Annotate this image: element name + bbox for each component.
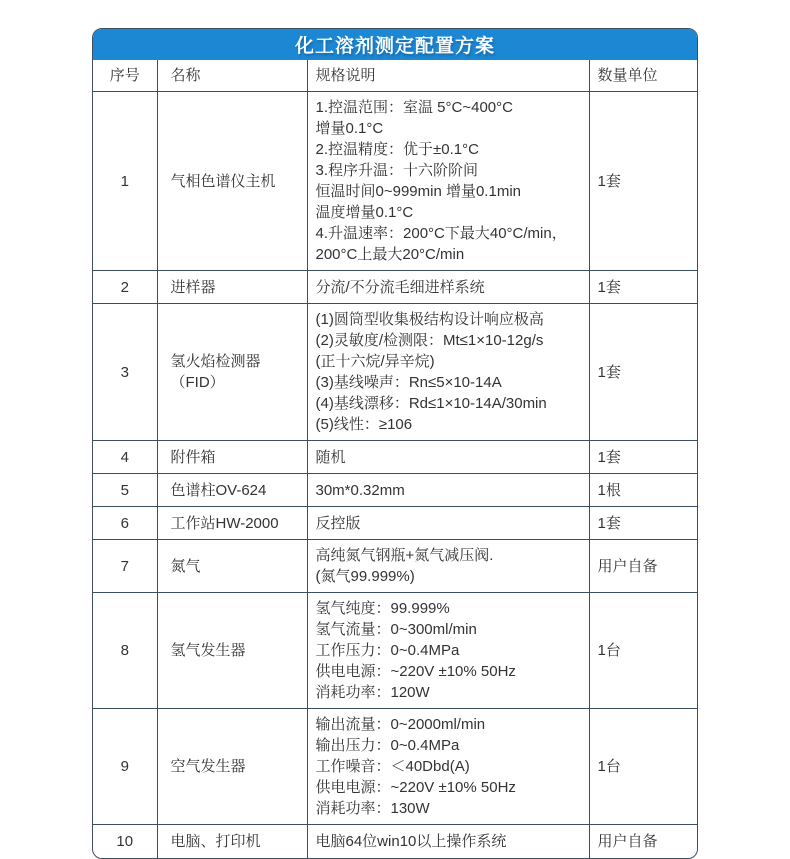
spec-line: 工作噪音：＜40Dbd(A) xyxy=(315,758,470,775)
cell-spec xyxy=(307,709,589,825)
table-title-bar xyxy=(93,29,697,60)
cell-name: 电脑、打印机 xyxy=(157,825,307,858)
spec-line: (2)灵敏度/检测限：Mt≤1×10-12g/s xyxy=(315,332,544,349)
cell-name: 进样器 xyxy=(157,271,307,304)
spec-line: (3)基线噪声：Rn≤5×10-14A xyxy=(315,374,502,391)
spec-line: 电脑64位win10以上操作系统 xyxy=(315,832,507,850)
spec-line: 1.控温范围：室温 5°C~400°C xyxy=(315,99,513,116)
spec-line: 供电电源：~220V ±10% 50Hz xyxy=(315,663,516,680)
table-row xyxy=(93,709,698,825)
cell-spec xyxy=(307,304,589,441)
spec-line: 消耗功率：120W xyxy=(315,684,430,701)
cell-no: 4 xyxy=(93,441,157,474)
spec-line: (5)线性：≥106 xyxy=(315,416,413,433)
cell-spec xyxy=(307,593,589,709)
cell-no: 9 xyxy=(93,709,157,825)
table-row xyxy=(93,825,698,858)
cell-no: 2 xyxy=(93,271,157,304)
table-row xyxy=(93,271,698,304)
cell-name: 气相色谱仪主机 xyxy=(157,92,307,271)
spec-line: 200°C上最大20°C/min xyxy=(315,246,465,263)
cell-no: 7 xyxy=(93,540,157,593)
cell-name: 附件箱 xyxy=(157,441,307,474)
spec-line: 消耗功率：130W xyxy=(315,800,430,817)
cell-qty: 1台 xyxy=(589,593,698,709)
cell-name: 工作站HW-2000 xyxy=(157,507,307,540)
spec-line: (1)圆筒型收集极结构设计响应极高 xyxy=(315,311,544,328)
cell-spec xyxy=(307,474,589,507)
cell-no: 8 xyxy=(93,593,157,709)
cell-spec xyxy=(307,540,589,593)
table-row xyxy=(93,593,698,709)
cell-no: 6 xyxy=(93,507,157,540)
table-row xyxy=(93,474,698,507)
cell-name: 氮气 xyxy=(157,540,307,593)
cell-qty: 用户自备 xyxy=(589,540,698,593)
table-row xyxy=(93,507,698,540)
spec-line: 反控版 xyxy=(315,514,361,532)
cell-qty: 用户自备 xyxy=(589,825,698,858)
spec-line: 工作压力：0~0.4MPa xyxy=(315,642,460,659)
spec-line: (氮气99.999%) xyxy=(315,568,415,585)
cell-qty: 1套 xyxy=(589,507,698,540)
table-body xyxy=(93,92,698,858)
spec-line: 增量0.1°C xyxy=(315,120,384,137)
cell-qty: 1台 xyxy=(589,709,698,825)
spec-line: (正十六烷/异辛烷) xyxy=(315,353,435,370)
spec-line: 随机 xyxy=(315,448,346,466)
col-header-no: 序号 xyxy=(93,60,157,92)
cell-name: 氢火焰检测器（FID） xyxy=(157,304,307,441)
table-row xyxy=(93,441,698,474)
cell-spec xyxy=(307,507,589,540)
cell-spec xyxy=(307,92,589,271)
cell-qty: 1套 xyxy=(589,92,698,271)
cell-no: 5 xyxy=(93,474,157,507)
cell-name: 氢气发生器 xyxy=(157,593,307,709)
cell-qty: 1套 xyxy=(589,271,698,304)
table-row xyxy=(93,304,698,441)
cell-spec xyxy=(307,271,589,304)
spec-line: 输出流量：0~2000ml/min xyxy=(315,716,486,733)
config-table-card xyxy=(92,28,698,859)
cell-qty: 1套 xyxy=(589,304,698,441)
cell-name: 色谱柱OV-624 xyxy=(157,474,307,507)
spec-line: 分流/不分流毛细进样系统 xyxy=(315,278,485,296)
spec-line: 氢气流量：0~300ml/min xyxy=(315,621,477,638)
spec-line: 高纯氮气钢瓶+氮气减压阀. xyxy=(315,547,494,564)
cell-no: 1 xyxy=(93,92,157,271)
spec-line: 输出压力：0~0.4MPa xyxy=(315,737,460,754)
table-row xyxy=(93,92,698,271)
spec-line: 2.控温精度：优于±0.1°C xyxy=(315,141,479,158)
table-header-row xyxy=(93,60,698,92)
spec-line: 氢气纯度：99.999% xyxy=(315,600,450,617)
spec-line: (4)基线漂移：Rd≤1×10-14A/30min xyxy=(315,395,547,412)
cell-qty: 1根 xyxy=(589,474,698,507)
cell-spec xyxy=(307,441,589,474)
cell-spec xyxy=(307,825,589,858)
col-header-name: 名称 xyxy=(157,60,307,92)
config-table xyxy=(93,60,698,858)
page-title: 化工溶剂测定配置方案 xyxy=(294,36,495,57)
table-row xyxy=(93,540,698,593)
col-header-spec: 规格说明 xyxy=(307,60,589,92)
cell-no: 10 xyxy=(93,825,157,858)
spec-line: 30m*0.32mm xyxy=(315,481,405,499)
spec-line: 4.升温速率：200°C下最大40°C/min， xyxy=(315,225,567,242)
spec-line: 恒温时间0~999min 增量0.1min xyxy=(315,183,521,200)
spec-line: 3.程序升温：十六阶阶间 xyxy=(315,162,479,179)
col-header-qty: 数量单位 xyxy=(589,60,698,92)
cell-name: 空气发生器 xyxy=(157,709,307,825)
cell-no: 3 xyxy=(93,304,157,441)
spec-line: 供电电源：~220V ±10% 50Hz xyxy=(315,779,516,796)
spec-line: 温度增量0.1°C xyxy=(315,204,414,221)
cell-qty: 1套 xyxy=(589,441,698,474)
